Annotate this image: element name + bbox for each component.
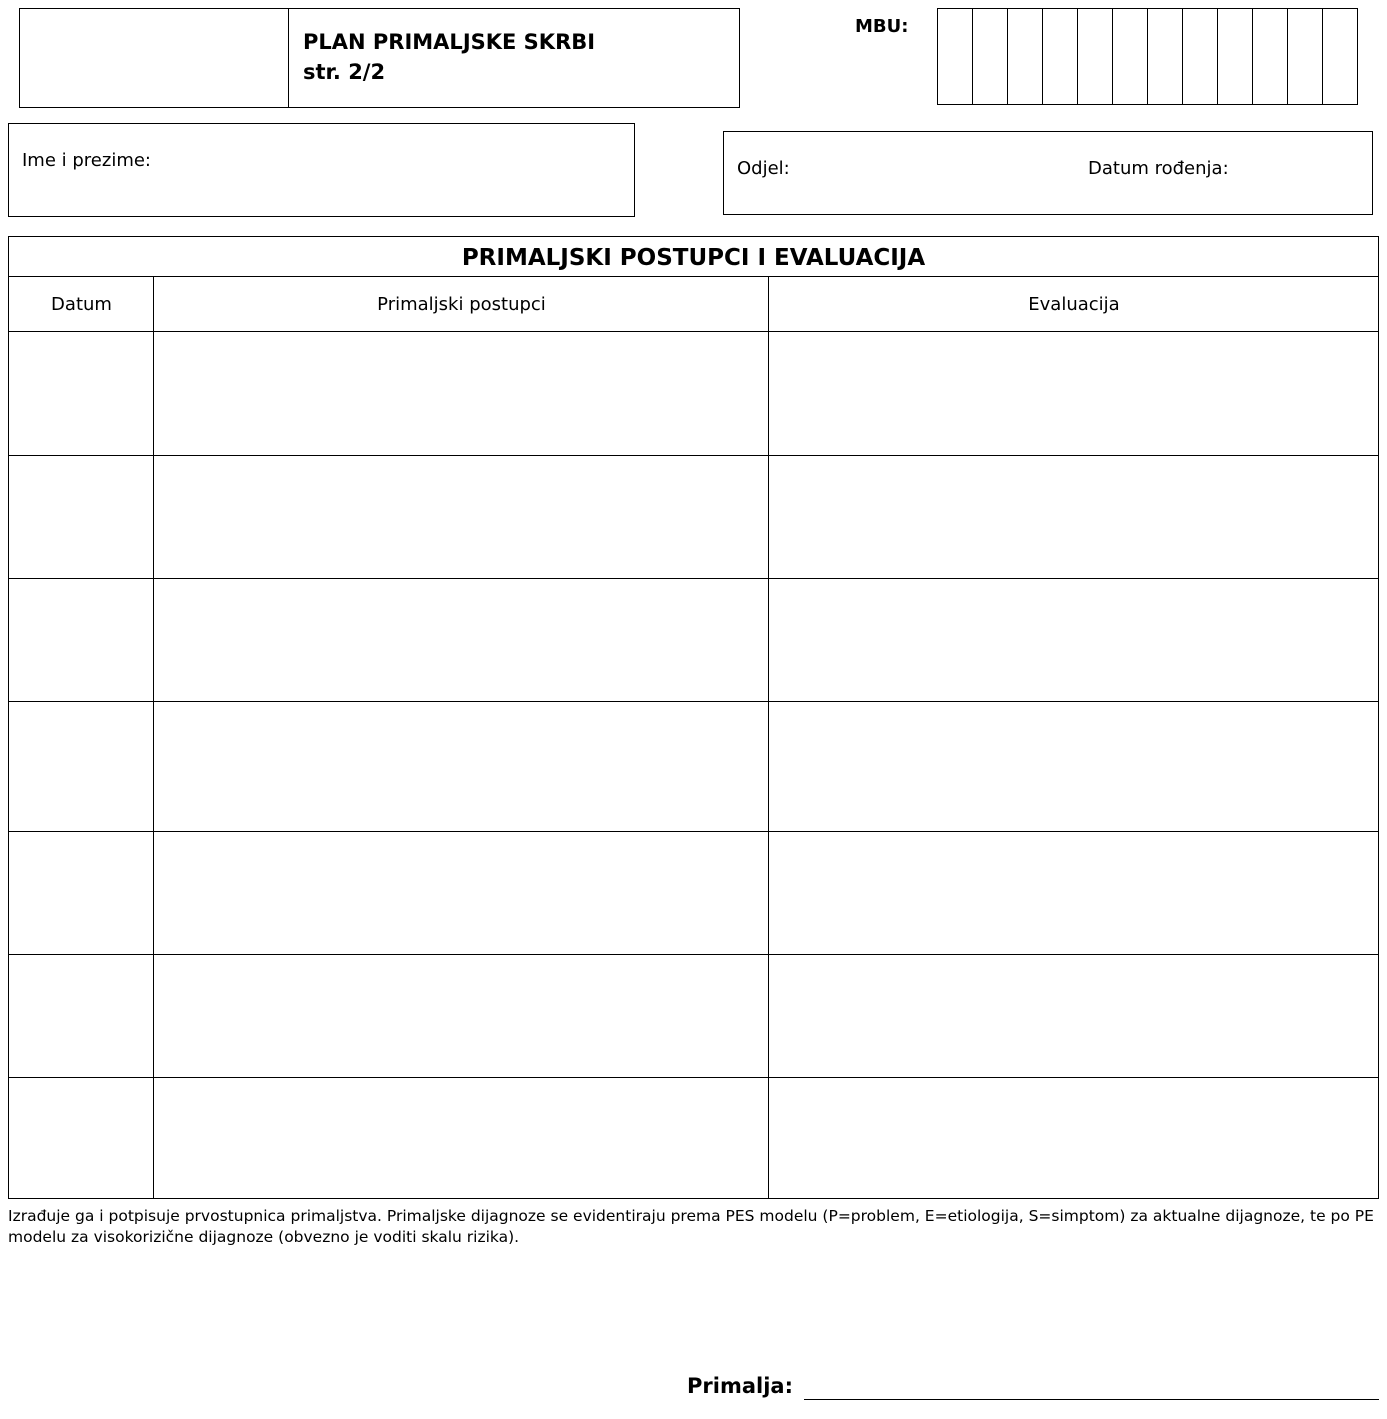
patient-name-field[interactable]	[8, 123, 635, 217]
mbu-digit-box[interactable]	[1253, 9, 1288, 104]
logo-cell	[20, 9, 289, 107]
column-header-procedures: Primaljski postupci	[154, 277, 769, 332]
form-title-main: PLAN PRIMALJSKE SKRBI	[303, 30, 596, 54]
column-header-date: Datum	[9, 277, 154, 332]
page-number: str. 2/2	[303, 60, 386, 84]
table-title: PRIMALJSKI POSTUPCI I EVALUACIJA	[9, 237, 1378, 277]
mbu-digit-box[interactable]	[973, 9, 1008, 104]
mbu-digit-box[interactable]	[1183, 9, 1218, 104]
signature-label: Primalja:	[687, 1374, 793, 1398]
department-label: Odjel:	[737, 158, 790, 179]
mbu-digit-box[interactable]	[1288, 9, 1323, 104]
column-divider	[768, 277, 769, 1199]
mbu-digit-box[interactable]	[1218, 9, 1253, 104]
mbu-digit-box[interactable]	[938, 9, 973, 104]
form-header	[19, 8, 740, 108]
column-divider	[153, 277, 154, 1199]
signature-line[interactable]	[804, 1399, 1379, 1400]
row-divider	[9, 455, 1378, 456]
form-title	[303, 27, 595, 87]
row-divider	[9, 578, 1378, 579]
mbu-field[interactable]	[937, 8, 1358, 105]
patient-name-label: Ime i prezime:	[22, 150, 151, 171]
row-divider	[9, 1077, 1378, 1078]
mbu-digit-box[interactable]	[1078, 9, 1113, 104]
mbu-digit-box[interactable]	[1148, 9, 1183, 104]
row-divider	[9, 954, 1378, 955]
mbu-digit-box[interactable]	[1323, 9, 1358, 104]
mbu-digit-box[interactable]	[1113, 9, 1148, 104]
mbu-digit-box[interactable]	[1008, 9, 1043, 104]
row-divider	[9, 831, 1378, 832]
footer-note: Izrađuje ga i potpisuje prvostupnica primaljstva. Primaljske dijagnoze se evidentiraju prema PES modelu (P=problem, E=etiologija, S=simptom) za aktualne dijagnoze, te po PE modelu za visokorizične dijagnoze (obvezno je voditi skalu rizika).	[8, 1207, 1374, 1246]
date-of-birth-label: Datum rođenja:	[1088, 158, 1229, 179]
mbu-label: MBU:	[855, 16, 909, 37]
row-divider	[9, 701, 1378, 702]
department-dob-field[interactable]	[723, 131, 1373, 215]
mbu-digit-box[interactable]	[1043, 9, 1078, 104]
procedures-table	[8, 236, 1379, 1199]
column-header-evaluation: Evaluacija	[769, 277, 1379, 332]
